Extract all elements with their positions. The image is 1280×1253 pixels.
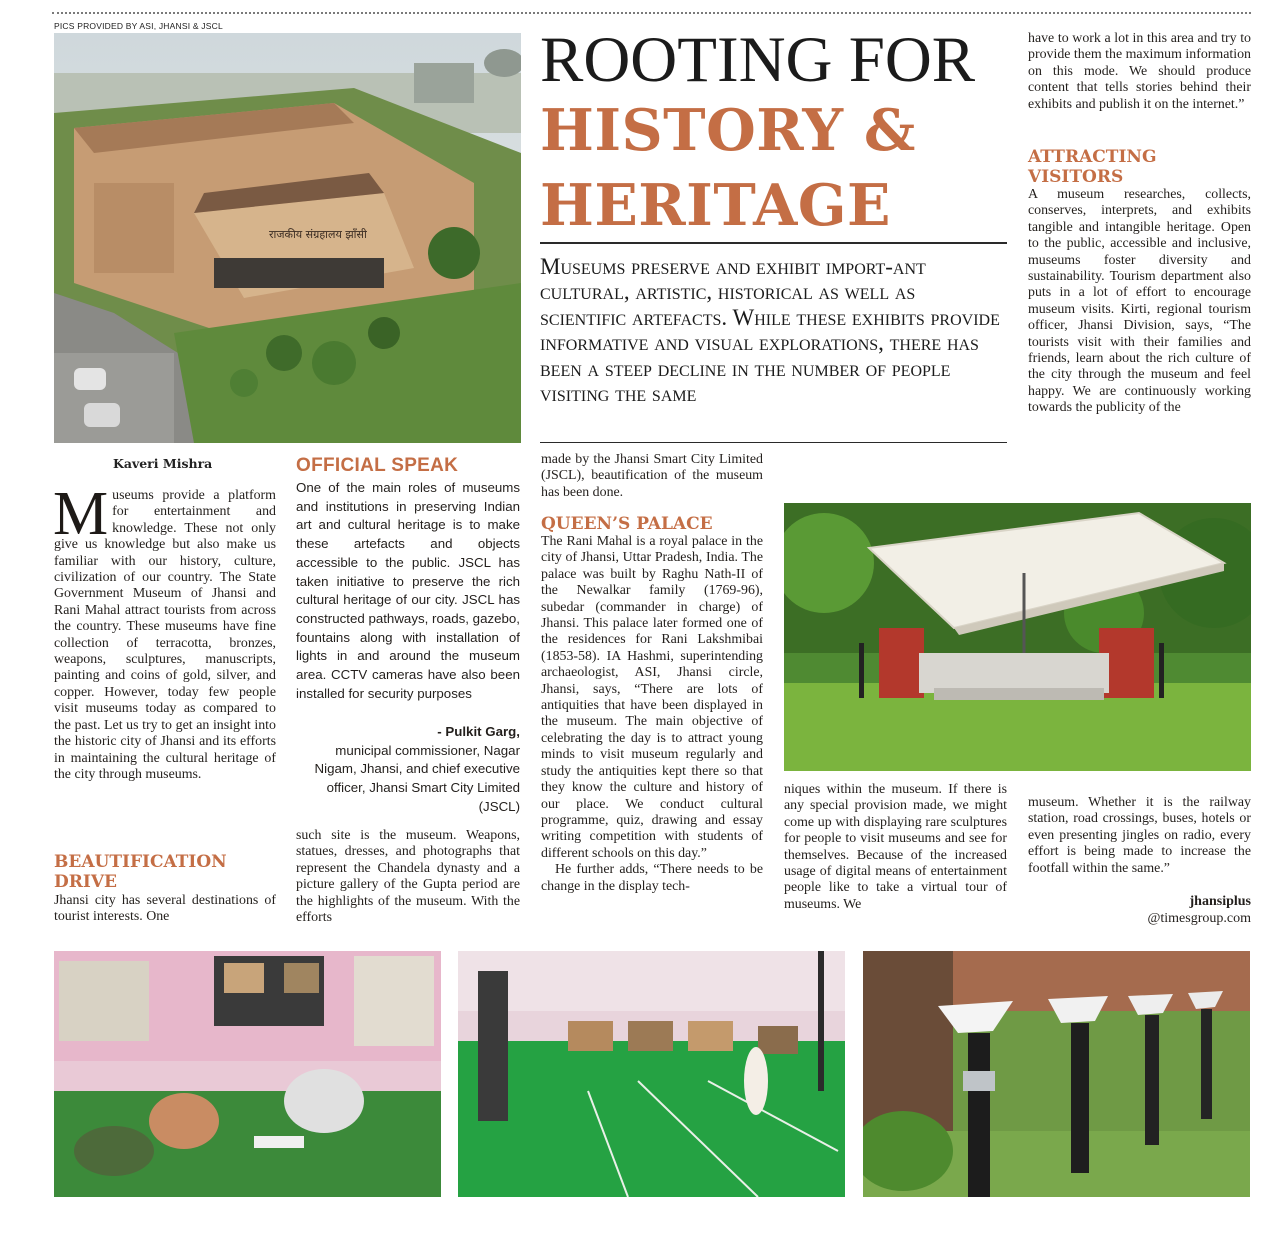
col2-continued-text: such site is the museum. Weapons, statues, dresses, and photographs that represent the Chandela dynasty and a picture gallery of the Gupta period are the highlights of the museum. With the efforts — [296, 828, 520, 926]
queens-palace-continuation: He further adds, “There needs to be change in the display tech- — [541, 862, 763, 894]
attracting-visitors-text: A museum researches, collects, conserves, interprets, and exhibits tangible and intangible heritage. Open to the public, accessible and inclusive, museums foster diversity and sustainability. Tourism department also puts in a lot of effort to encourage museum visits. Kirti, regional tourism officer, Jhansi Division, says, “The tourists visit with their families and friends, learn about the rich culture of the city through the museum and feel happy. We are continuously working towards the publicity of the — [1028, 187, 1251, 416]
col3-top-text: made by the Jhansi Smart City Limited (JSCL), beautification of the museum has been done. — [541, 452, 763, 500]
queens-palace-heading: QUEEN’S PALACE — [541, 514, 713, 534]
top-dotted-rule — [52, 12, 1251, 14]
col4-bottom-text: niques within the museum. If there is any special provision made, we might come up with displaying rare sculptures for people to visit museums and see for themselves. Because of the increased usage of digital means of entertainment people like to take a virtual tour of museums. We — [784, 782, 1007, 912]
beautification-text: Jhansi city has several destinations of tourist interests. One — [54, 893, 276, 925]
col5-bottom-text: museum. Whether it is the railway station, road crossings, buses, hotels or even presenting jingles on radio, every effort is being made to increase the footfall within the same.” — [1028, 795, 1251, 876]
students-drawing-photo — [54, 951, 441, 1197]
intro-paragraph — [53, 480, 276, 783]
official-speak-quote: One of the main roles of museums and institutions in preserving Indian art and cultural heritage is to make these artefacts and objects accessible to the public. JSCL has taken initiative to preserve the rich cultural heritage of our city. JSCL has constructed pathways, roads, gazebo, fountains along with installation of lights in and around the museum area. CCTV cameras have also been installed for security purposes — [296, 480, 520, 701]
gazebo-photo — [784, 503, 1251, 771]
exhibition-hall-photo — [458, 951, 845, 1197]
intro-text: useums provide a platform for entertainment and knowledge. These not only give us knowledge but also make us familiar with our history, culture, civilization of our country. The State Government Museum of Jhansi and Rani Mahal attract tourists from across the country. These museums have fine collection of terracotta, bronzes, weapons, sculptures, manuscripts, painting and coins of gold, silver, and copper. However, today few people visit museums today as compared to the past. Let us try to get an insight into the historic city of Jhansi and its efforts in maintaining the cultural heritage of the city through museums. — [54, 488, 276, 782]
headline-line-3: HERITAGE — [540, 172, 891, 239]
contact-email — [1028, 893, 1251, 927]
contact-domain: @timesgroup.com — [1147, 911, 1251, 926]
headline-line-1: ROOTING FOR — [540, 24, 976, 96]
queens-palace-body: The Rani Mahal is a royal palace in the city of Jhansi, Uttar Pradesh, India. The palace was built by Raghu Nath-II of the Newalkar family (1769-96), subedar (commander in charge) of Jhansi. This palace later formed one of the residences for Rani Lakshmibai (1853-58). IA Hashmi, superintending archaeologist, ASI, Jhansi circle, Jhansi, says, “There are lots of antiquities that have been displayed in the museum. The main objective of celebrating the day is to attract young minds to visit museum regularly and study the antiquities kept there so that they know the culture and history of our place. We conduct cultural programme, quiz, drawing and essay writing competition with students of different schools on this day.” — [541, 534, 763, 861]
attracting-visitors-heading: ATTRACTING VISITORS — [1028, 147, 1157, 187]
photo-credit: PICS PROVIDED BY ASI, JHANSI & JSCL — [54, 21, 223, 31]
official-speak-heading: OFFICIAL SPEAK — [296, 455, 459, 476]
official-designation: municipal commissioner, Nagar Nigam, Jhansi, and chief executive officer, Jhansi Smart City Limited (JSCL) — [314, 742, 520, 814]
byline: Kaveri Mishra — [113, 456, 213, 471]
standfirst-top-rule — [540, 242, 1007, 244]
beautification-heading: BEAUTIFICATION DRIVE — [54, 852, 227, 892]
intro-dropcap: M — [53, 480, 109, 548]
museum-sign-text: राजकीय संग्रहालय झाँसी — [269, 228, 367, 241]
contact-user: jhansiplus — [1189, 894, 1251, 909]
queens-palace-text — [541, 534, 763, 895]
garden-lamps-photo — [863, 951, 1250, 1197]
standfirst-bottom-rule — [540, 442, 1007, 443]
museum-building-photo — [54, 33, 521, 443]
official-name: - Pulkit Garg, — [437, 724, 520, 739]
col5-top-text: have to work a lot in this area and try to provide them the maximum information on this mode. We should produce content that tells stories behind their exhibits and publish it on the internet.” — [1028, 31, 1251, 112]
standfirst: Museums preserve and exhibit import-ant cultural, artistic, historical as well as scientific artefacts. While these exhibits provide informative and visual explorations, there has been a steep decline in the number of people visiting the same — [540, 254, 1000, 407]
headline-line-2: HISTORY & — [540, 97, 916, 164]
official-speak-signature — [296, 723, 520, 817]
